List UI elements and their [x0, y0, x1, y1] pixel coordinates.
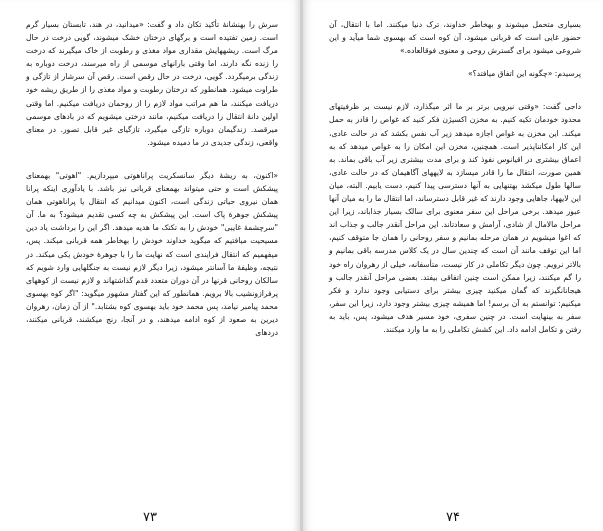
paragraph: بسیاری متحمل میشوند و بهخاطر خداوند، ترک دنیا میکنند. اما با انتقال، آن حضور غایی است که قربانی میشود، آن کوه است که بهسوی شما میآید و این شروعی میشود برای گسترش روحی و معنوی فوقالعاده.» — [329, 20, 581, 56]
paragraph: داجی گفت: «وقتی نیرویی برتر بر ما اثر میگذارد، لازم نیست بر ظرفیتهای محدود خودمان تکیه کنیم. به مخزن اکسیژن فکر کنید که غواص را قادر به حمل میکند. این مخزن به غواص اجازه میدهد زیر آب نفس بکشد که در حالت عادی، این کار امکانناپذیر است. همچنین، مخزن این امکان را به غواص میدهد که به اعماق بیشتری در اقیانوس نفوذ کند و برای مدت بیشتری زیر آب باقی بماند. به همین صورت، انتقال ما را قادر میسازد به لایههای آگاهیمان که در حالت عادی، سالها طول میکشد بهتنهایی به آنها دسترسی پیدا کنیم، دست یابیم. البته، میان این لایهها، جاهایی وجود دارند که غیر قابل دسترساند، اما انتقال ما را به میان آنها عبور میدهد. برخی مراحل این سفر معنوی برای سالک بسیار جذاباند، زیرا این مراحل مالامال از شادی، آرامش و سعادتاند. این مراحل آنقدر جالب و جذاب اند که اغوا میشویم در همان مرحله بمانیم و سفر روحانی را همان جا متوقف کنیم، اما این توقف مانند آن است که چندین سال در یک کلاس مدرسه باقی بمانیم و بالاتر نرویم. چون دیگر تکاملی در کار نیست، متأسفانه، خیلی از رهروان راه خود را گم میکنند، زیرا ممکن است چنین اتفاقی بیفتد. بعضی مراحل آنقدر جالب و هیجانانگیزند که گمان میکنید چیزی بیشتر برای دستیابی وجود ندارد و فکر میکنیم: توانستم به آن برسم! اما همیشه چیزی بیشتر وجود دارد، زیرا این سفر، سفر به بینهایت است. در چنین سفری، خود مسیر هدف میشود، پس، باید به رفتن و تکامل ادامه داد. این کشش تکاملی را به ما وارد میکنند. — [329, 102, 581, 334]
paragraph: پرسیدم: «چگونه این اتفاق میافتد؟» — [467, 69, 581, 79]
page-number: ۷۳ — [143, 510, 157, 525]
paragraph: سرش را بهنشانهٔ تأکید تکان داد و گفت: «میدانید، در هند، تابستان بسیار گرم است. زمین تفتیده است و برگهای درختان خشک میشوند، گویی درخت در حال مرگ است. ریشههایش مقداری مواد مغذی و رطوبت از خاک میگیرند که درخت را زنده نگه دارند، اما وقتی بارانهای موسمی از راه میرسند، درخت دوباره به زندگی برمیگردد. گویی، درخت در حال رقص است. رقص آن سرشار از تازگی و طراوت میشود. همانطور که درختان رطوبت و مواد مغذی را از طریق ریشه خود دریافت میکنند، ما هم مراتب مواد لازم را از روحمان دریافت میکنیم. اما وقتی اولین دانهٔ انتقال را دریافت میکنیم، مانند درختی میشویم که در بادهای موسمی میرقصد. زندگیمان دوباره تازگی میگیرد، تازگیای غیر قابل تصور. در معنای واقعی، زندگی جدیدی در ما دمیده میشود. — [26, 20, 278, 147]
left-page — [0, 0, 300, 531]
right-page — [303, 0, 603, 531]
paragraph: «اکنون، به ریشهٔ دیگر سانسکریت پراناهوتی میپردازیم. "اهوتی" بهمعنای پیشکش است و حتی میتواند بهمعنای قربانی نیز باشد. با یادآوری اینکه پرانا همان نیروی حیاتی زندگی است، اکنون میدانیم که انتقال یا پراناهوتی همان پیشکش جوهرهٔ پاک است. این پیشکش به چه کسی تقدیم میشود؟ به ما. آن "سرچشمهٔ غایبی" خودش را به تکتک ما هدیه میدهد. اگر این را برداشت یاد دین مسیحیت میافتیم که میگوید خداوند خودش را بهخاطر همه قربانی میکند. پس، میفهمیم که انتقال فرایندی است که نهایت ما را با جوهرهٔ خودش یکی میکند. در نتیجه، وظیفهٔ ما آسانتر میشود، زیرا دیگر لازم نیست به جنگلهایی وارد شویم که سالکان روحانی قرنها در آن دوران متعدد قدم گذاشتهاند و لازم نیست از کوههای پرفرازونشیب بالا برویم. همانطور که این گفتار مشهور میگوید: "اگر کوه بهسوی محمد پیامبر نیامد، پس محمد خود باید بهسوی کوه بشتابد." از آن زمان، رهروان دیرین به صعود از کوه ادامه میدهند، و در آنجا، رنج میکشند، قربانی میکنند، دردهای — [26, 170, 278, 338]
right-page-text — [329, 18, 581, 346]
left-page-text — [26, 18, 278, 349]
page-number: ۷۴ — [446, 510, 460, 525]
